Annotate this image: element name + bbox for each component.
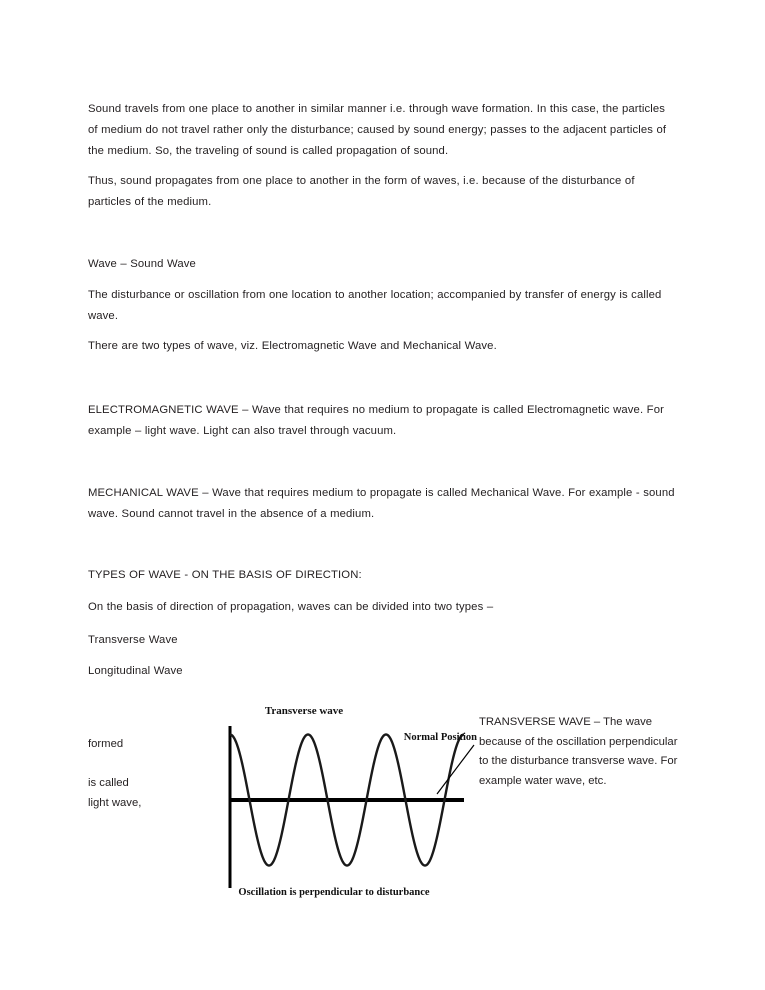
list-item-transverse-wave: Transverse Wave [88, 634, 178, 647]
transverse-wave-description: TRANSVERSE WAVE – The wave because of the oscillation perpendicular to the disturbance transverse wave. For example water wave, etc. [479, 716, 678, 787]
heading-types-of-wave: TYPES OF WAVE - ON THE BASIS OF DIRECTION: [88, 569, 362, 582]
figure-caption: Oscillation is perpendicular to disturbance [238, 887, 430, 898]
paragraph-electromagnetic-wave: ELECTROMAGNETIC WAVE – Wave that requires no medium to propagate is called Electromagnetic wave. For example – light wave. Light can also travel through vacuum. [88, 404, 664, 437]
transverse-wave-figure [88, 690, 688, 910]
figure-left-text-is-called: is called [88, 777, 129, 789]
figure-left-text-formed: formed [88, 738, 124, 750]
normal-position-label: Normal Position [403, 732, 477, 743]
figure-left-text-light-wave: light wave, [88, 797, 142, 809]
paragraph-sound-propagates: Thus, sound propagates from one place to another in the form of waves, i.e. because of the disturbance of particles of the medium. [88, 175, 635, 208]
paragraph-sound-travels: Sound travels from one place to another in similar manner i.e. through wave formation. In this case, the particles of medium do not travel rather only the disturbance; caused by sound energy; passes to the adjacent particles of the medium. So, the traveling of sound is called propagation of sound. [88, 103, 667, 157]
paragraph-mechanical-wave: MECHANICAL WAVE – Wave that requires medium to propagate is called Mechanical Wave. For example - sound wave. Sound cannot travel in the absence of a medium. [88, 487, 675, 520]
paragraph-basis-of-direction: On the basis of direction of propagation, waves can be divided into two types – [88, 601, 494, 614]
list-item-longitudinal-wave: Longitudinal Wave [88, 665, 183, 678]
figure-title: Transverse wave [264, 705, 344, 717]
paragraph-two-types: There are two types of wave, viz. Electromagnetic Wave and Mechanical Wave. [88, 340, 497, 353]
paragraph-wave-definition: The disturbance or oscillation from one location to another location; accompanied by transfer of energy is called wave. [88, 289, 662, 322]
heading-wave-sound-wave: Wave – Sound Wave [88, 258, 196, 271]
wave-diagram [152, 690, 482, 910]
